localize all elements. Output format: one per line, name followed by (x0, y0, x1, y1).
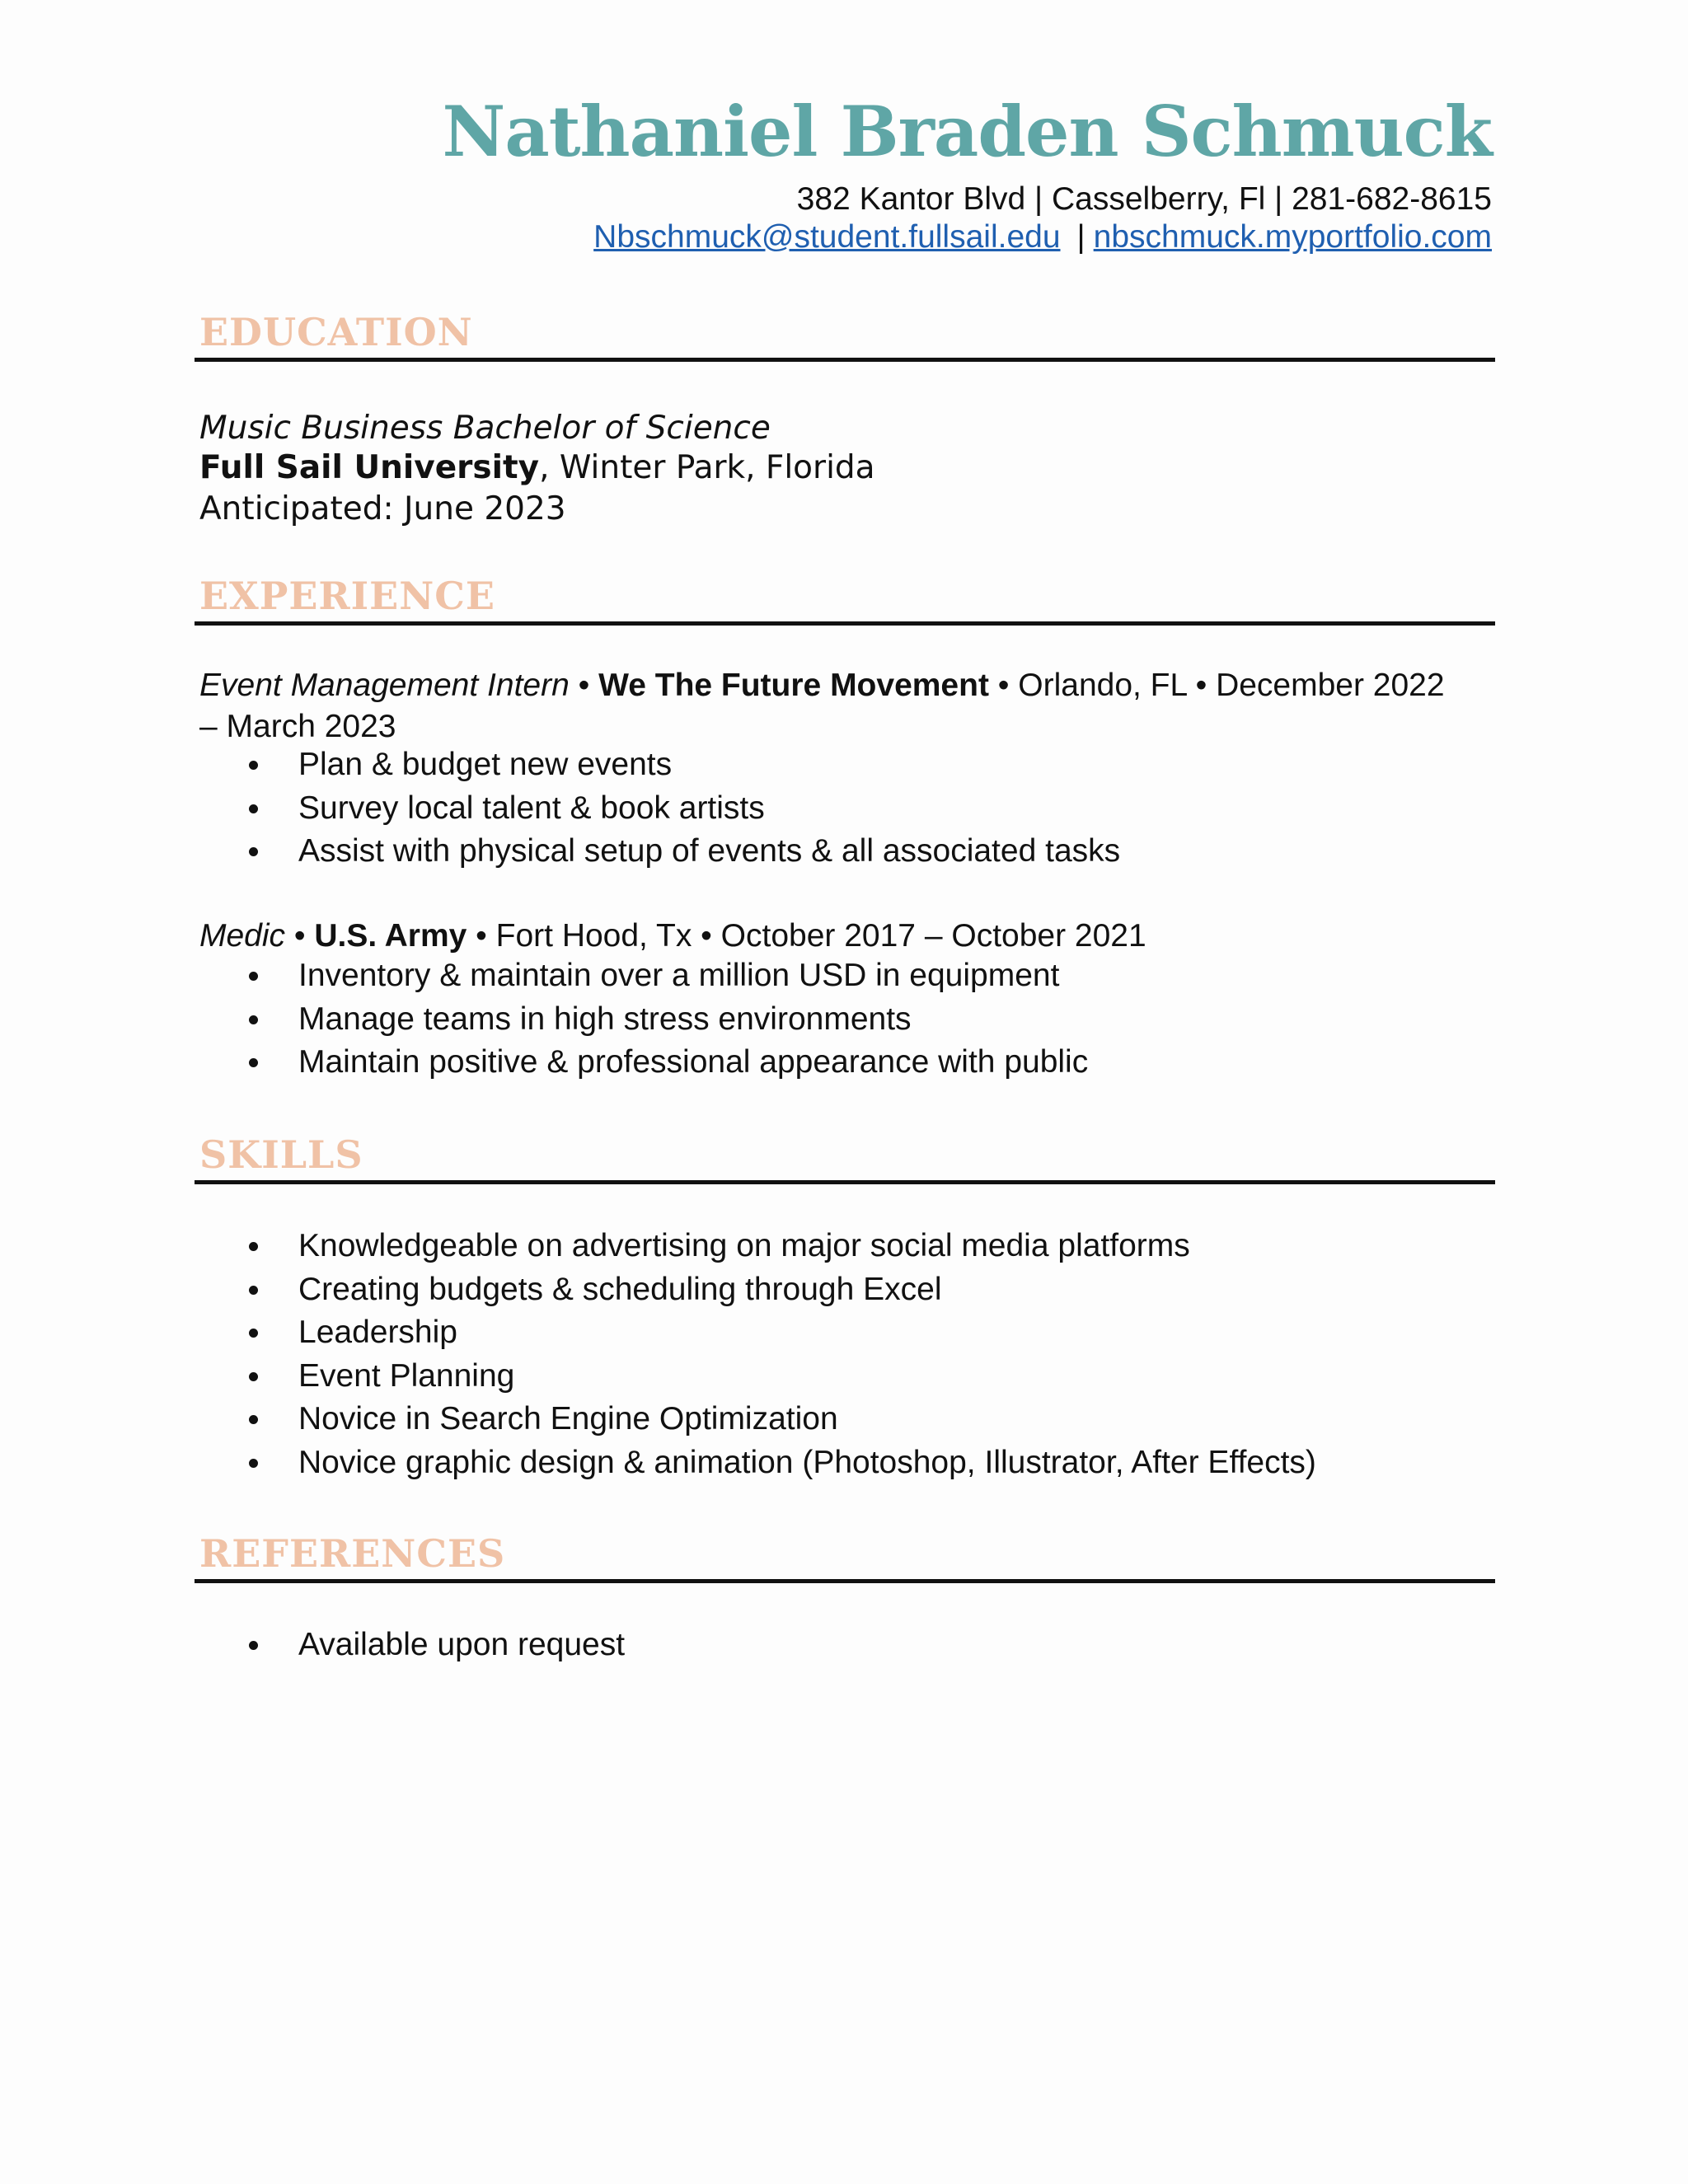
list-item: Leadership (199, 1311, 1316, 1355)
job-details-cont: – March 2023 (199, 709, 396, 744)
bullet-icon (249, 972, 258, 981)
job-heading: Event Management Intern • We The Future Movement • Orlando, FL • December 2022 (199, 668, 1445, 703)
degree: Music Business Bachelor of Science (199, 410, 771, 447)
applicant-name: Nathaniel Braden Schmuck (442, 91, 1492, 172)
portfolio-link[interactable]: nbschmuck.myportfolio.com (1093, 219, 1492, 255)
job-bullets (199, 743, 1120, 874)
bullet-icon (249, 761, 258, 770)
section-title-skills: SKILLS (199, 1132, 363, 1177)
school-name: Full Sail University (199, 449, 540, 486)
list-item: Survey local talent & book artists (199, 787, 1120, 831)
bullet-icon (249, 1415, 258, 1424)
section-divider (195, 621, 1495, 626)
job-heading: Medic • U.S. Army • Fort Hood, Tx • October 2017 – October 2021 (199, 918, 1146, 954)
bullet-icon (249, 1015, 258, 1024)
bullet-icon (249, 1641, 258, 1650)
job-role: Event Management Intern (199, 668, 570, 703)
section-divider (195, 358, 1495, 362)
references-list (199, 1624, 625, 1667)
school-line (199, 449, 875, 486)
bullet-icon (249, 1286, 258, 1295)
section-divider (195, 1180, 1495, 1184)
anticipated-date: Anticipated: June 2023 (199, 490, 566, 527)
list-item: Maintain positive & professional appearance with public (199, 1041, 1088, 1085)
list-item: Manage teams in high stress environments (199, 998, 1088, 1042)
job-details: • Orlando, FL • December 2022 (988, 668, 1445, 703)
list-item: Novice in Search Engine Optimization (199, 1398, 1316, 1441)
email-link[interactable]: Nbschmuck@student.fullsail.edu (593, 219, 1061, 255)
list-item: Inventory & maintain over a million USD in equipment (199, 954, 1088, 998)
contact-links (593, 221, 1492, 253)
school-location: , Winter Park, Florida (539, 449, 875, 486)
section-title-education: EDUCATION (199, 310, 473, 354)
list-item: Plan & budget new events (199, 743, 1120, 787)
section-title-experience: EXPERIENCE (199, 574, 495, 618)
bullet-icon (249, 1329, 258, 1338)
list-item: Knowledgeable on advertising on major social media platforms (199, 1225, 1316, 1268)
list-item: Assist with physical setup of events & all associated tasks (199, 830, 1120, 874)
job-role: Medic (199, 918, 286, 954)
link-separator: | (1076, 219, 1085, 255)
bullet-icon (249, 847, 258, 856)
job-details: • Fort Hood, Tx • October 2017 – October 2021 (467, 918, 1146, 954)
job-org: We The Future Movement (598, 668, 989, 703)
job-org: U.S. Army (314, 918, 467, 954)
section-title-references: REFERENCES (199, 1531, 506, 1576)
list-item: Novice graphic design & animation (Photoshop, Illustrator, After Effects) (199, 1441, 1316, 1485)
bullet-icon (249, 1372, 258, 1381)
list-item: Event Planning (199, 1355, 1316, 1399)
skills-list (199, 1225, 1316, 1484)
job-bullets (199, 954, 1088, 1085)
bullet-icon (249, 1058, 258, 1067)
list-item: Available upon request (199, 1624, 625, 1667)
list-item: Creating budgets & scheduling through Excel (199, 1268, 1316, 1312)
bullet-icon (249, 1242, 258, 1251)
bullet-icon (249, 1459, 258, 1468)
bullet-icon (249, 804, 258, 813)
section-divider (195, 1579, 1495, 1583)
contact-address: 382 Kantor Blvd | Casselberry, Fl | 281-682-8615 (796, 181, 1492, 217)
